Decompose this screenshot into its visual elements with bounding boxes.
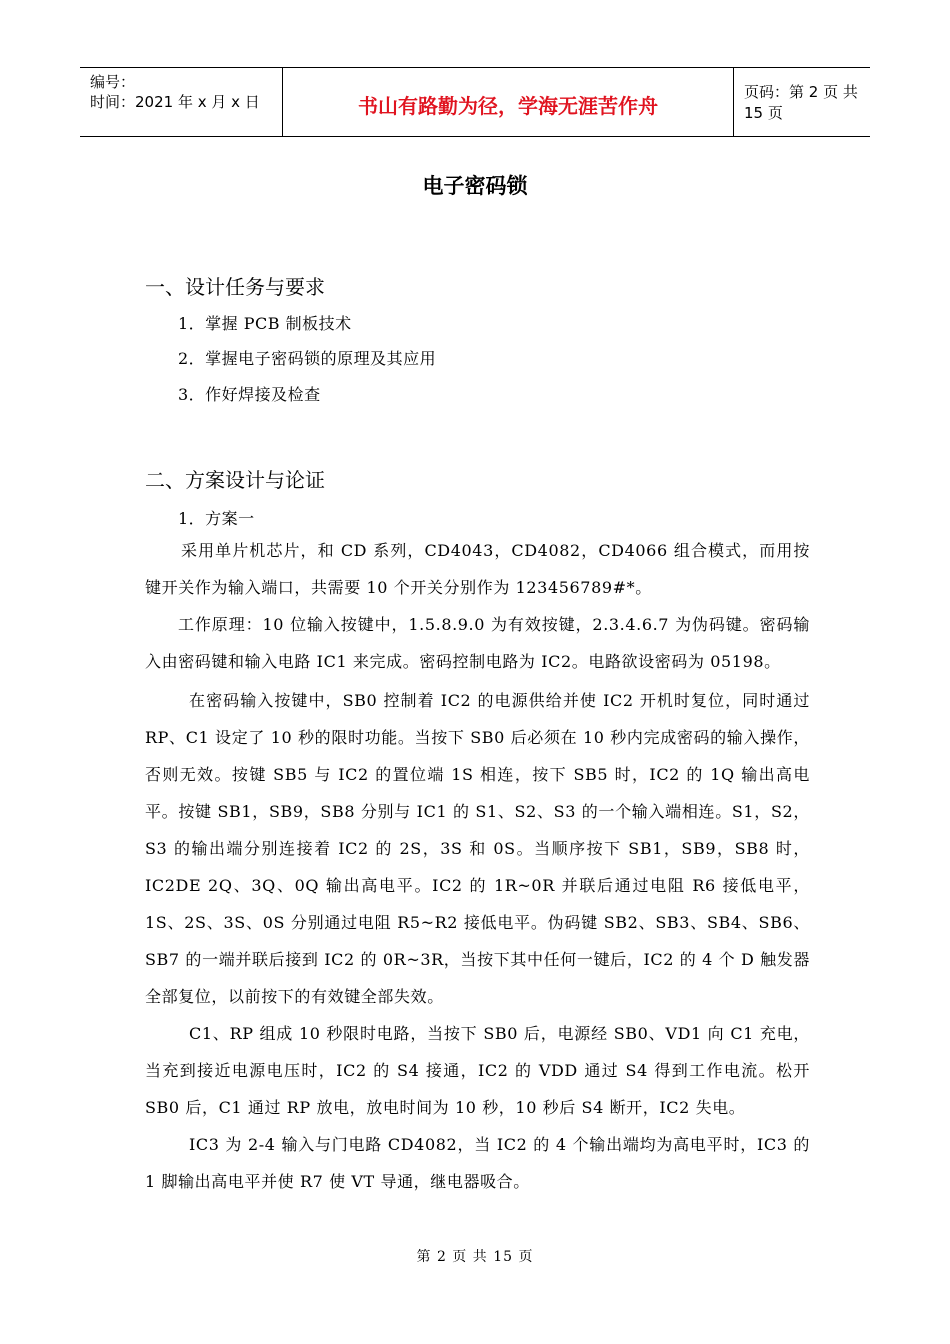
- number-label: 编号：: [90, 73, 136, 91]
- body-paragraphs: [145, 532, 810, 1200]
- page-footer: 第 2 页 共 15 页: [416, 1249, 534, 1265]
- paragraph-4: C1、RP 组成 10 秒限时电路，当按下 SB0 后，电源经 SB0、VD1 向 C1 充电，当充到接近电源电压时，IC2 的 S4 接通，IC2 的 VDD 通过 S4 得到工作电流。松开 SB0 后，C1 通过 RP 放电，放电时间为 10 秒，10 秒后 S4 断开，IC2 失电。: [145, 1024, 810, 1117]
- header-meta: [80, 68, 282, 136]
- paragraph-3: 在密码输入按键中，SB0 控制着 IC2 的电源供给并使 IC2 开机时复位，同时通过 RP、C1 设定了 10 秒的限时功能。当按下 SB0 后必须在 10 秒内完成密码的输入操作，否则无效。按键 SB5 与 IC2 的置位端 1S 相连，按下 SB5 时，IC2 的 1Q 输出高电平。按键 SB1，SB9，SB8 分别与 IC1 的 S1、S2、S3 的一个输入端相连。S1，S2，S3 的输出端分别连接着 IC2 的 2S，3S 和 0S。当顺序按下 SB1，SB9，SB8 时，IC2DE 2Q、3Q、0Q 输出高电平。IC2 的 1R~0R 并联后通过电阻 R6 接低电平，1S、2S、3S、0S 分别通过电阻 R5~R2 接低电平。伪码键 SB2、SB3、SB4、SB6、SB7 的一端并联后接到 IC2 的 0R~3R，当按下其中任何一键后，IC2 的 4 个 D 触发器全部复位，以前按下的有效键全部失效。: [145, 691, 810, 1006]
- section-heading-2: 二、方案设计与论证: [145, 468, 325, 492]
- header-motto: 书山有路勤为径，学海无涯苦作舟: [282, 68, 734, 136]
- document-title: 电子密码锁: [422, 174, 528, 198]
- paragraph-1: 采用单片机芯片，和 CD 系列，CD4043，CD4082，CD4066 组合模式，而用按键开关作为输入端口，共需要 10 个开关分别作为 123456789#*。: [145, 541, 810, 597]
- header-page-label: 页码：第 2 页 共 15 页: [744, 83, 858, 122]
- time-label: 时间：2021 年 x 月 x 日: [90, 93, 260, 111]
- paragraph-2: 工作原理：10 位输入按键中，1.5.8.9.0 为有效按键，2.3.4.6.7 为伪码键。密码输入由密码键和输入电路 IC1 来完成。密码控制电路为 IC2。电路欲设密码为 05198。: [145, 615, 810, 671]
- task-item-3: 3．作好焊接及检查: [178, 385, 321, 404]
- paragraph-5: IC3 为 2-4 输入与门电路 CD4082，当 IC2 的 4 个输出端均为高电平时，IC3 的 1 脚输出高电平并使 R7 使 VT 导通，继电器吸合。: [145, 1135, 810, 1191]
- header-table: [80, 67, 870, 137]
- section-heading-1: 一、设计任务与要求: [145, 275, 325, 299]
- task-item-1: 1．掌握 PCB 制板技术: [178, 314, 352, 333]
- scheme-subheading: 1．方案一: [178, 509, 255, 528]
- task-item-2: 2．掌握电子密码锁的原理及其应用: [178, 349, 437, 368]
